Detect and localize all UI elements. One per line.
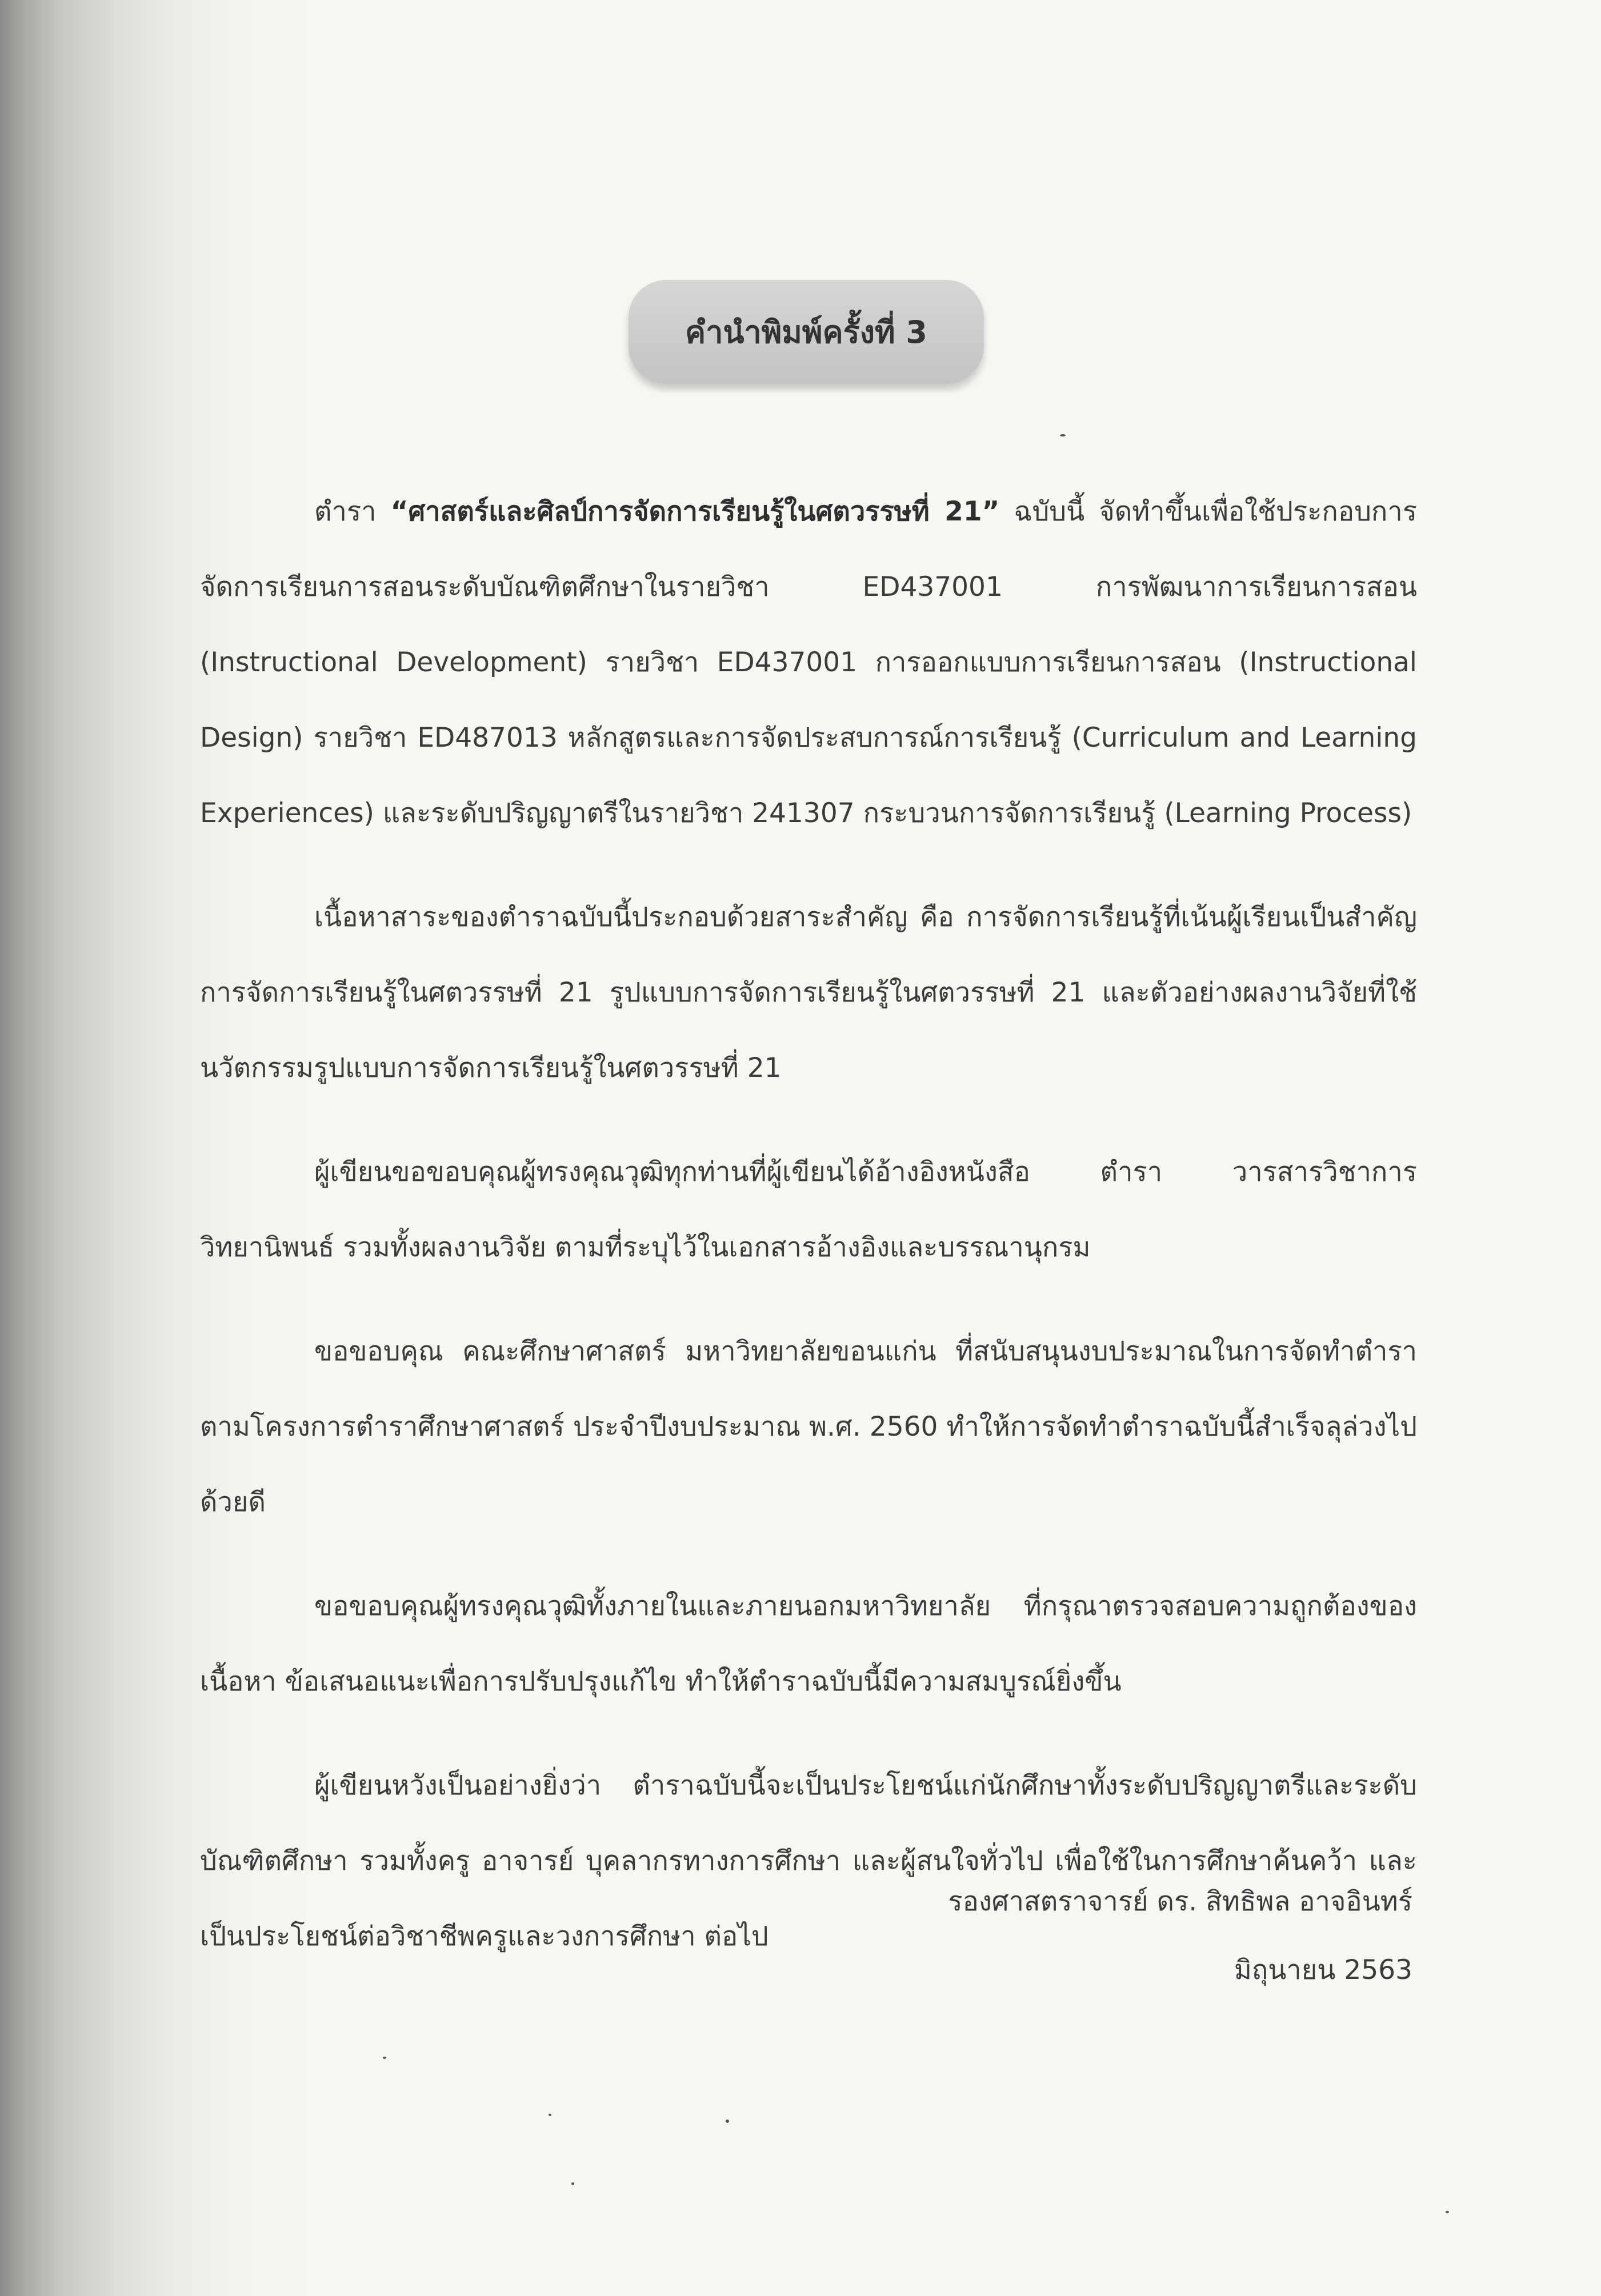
signature-date: มิถุนายน 2563 — [1234, 1954, 1412, 1986]
signature-author: รองศาสตราจารย์ ดร. สิทธิพล อาจอินทร์ — [948, 1886, 1412, 1917]
paragraph-1 — [200, 474, 1417, 851]
scan-speck — [1060, 434, 1066, 436]
scan-speck — [549, 2114, 551, 2116]
preface-body — [200, 474, 1417, 2003]
paragraph-1-pre: ตำรา — [314, 496, 391, 527]
scan-speck — [383, 2057, 386, 2059]
paragraph-2: เนื้อหาสาระของตำราฉบับนี้ประกอบด้วยสาระสำคัญ คือ การจัดการเรียนรู้ที่เน้นผู้เรียนเป็นสำคัญ การจัดการเรียนรู้ในศตวรรษที่ 21 รูปแบบการจัดการเรียนรู้ในศตวรรษที่ 21 และตัวอย่างผลงานวิจัยที่ใช้นวัตกรรมรูปแบบการจัดการเรียนรู้ในศตวรรษที่ 21 — [200, 901, 1417, 1084]
book-title: “ศาสตร์และศิลป์การจัดการเรียนรู้ในศตวรรษที่ 21” — [390, 496, 1000, 527]
scan-speck — [1446, 2211, 1449, 2213]
scan-speck — [571, 2182, 574, 2185]
heading-banner — [629, 280, 984, 384]
paragraph-5: ขอขอบคุณผู้ทรงคุณวุฒิทั้งภายในและภายนอกมหาวิทยาลัย ที่กรุณาตรวจสอบความถูกต้องของเนื้อหา ข้อเสนอแนะเพื่อการปรับปรุงแก้ไข ทำให้ตำราฉบับนี้มีความสมบูรณ์ยิ่งขึ้น — [200, 1590, 1417, 1697]
paragraph-3: ผู้เขียนขอขอบคุณผู้ทรงคุณวุฒิทุกท่านที่ผู้เขียนได้อ้างอิงหนังสือ ตำรา วารสารวิชาการ วิทยานิพนธ์ รวมทั้งผลงานวิจัย ตามที่ระบุไว้ในเอกสารอ้างอิงและบรรณานุกรม — [200, 1156, 1417, 1263]
paragraph-4: ขอขอบคุณ คณะศึกษาศาสตร์ มหาวิทยาลัยขอนแก่น ที่สนับสนุนงบประมาณในการจัดทำตำราตามโครงการตำราศึกษาศาสตร์ ประจำปีงบประมาณ พ.ศ. 2560 ทำให้การจัดทำตำราฉบับนี้สำเร็จลุล่วงไปด้วยดี — [200, 1336, 1417, 1518]
scan-speck — [726, 2119, 729, 2123]
paragraph-6: ผู้เขียนหวังเป็นอย่างยิ่งว่า ตำราฉบับนี้จะเป็นประโยชน์แก่นักศึกษาทั้งระดับปริญญาตรีและระดับบัณฑิตศึกษา รวมทั้งครู อาจารย์ บุคลากรทางการศึกษา และผู้สนใจทั่วไป เพื่อใช้ในการศึกษาค้นคว้า และเป็นประโยชน์ต่อวิชาชีพครูและวงการศึกษา ต่อไป — [200, 1770, 1417, 1952]
page-title: คำนำพิมพ์ครั้งที่ 3 — [685, 314, 927, 350]
paragraph-1-post: ฉบับนี้ จัดทำขึ้นเพื่อใช้ประกอบการจัดการเรียนการสอนระดับบัณฑิตศึกษาในรายวิชา ED437001 การพัฒนาการเรียนการสอน (Instructional Development) รายวิชา ED437001 การออกแบบการเรียนการสอน (Instructional Design) รายวิชา ED487013 หลักสูตรและการจัดประสบการณ์การเรียนรู้ (Curriculum and Learning Experiences) และระดับปริญญาตรีในรายวิชา 241307 กระบวนการจัดการเรียนรู้ (Learning Process) — [200, 496, 1417, 829]
